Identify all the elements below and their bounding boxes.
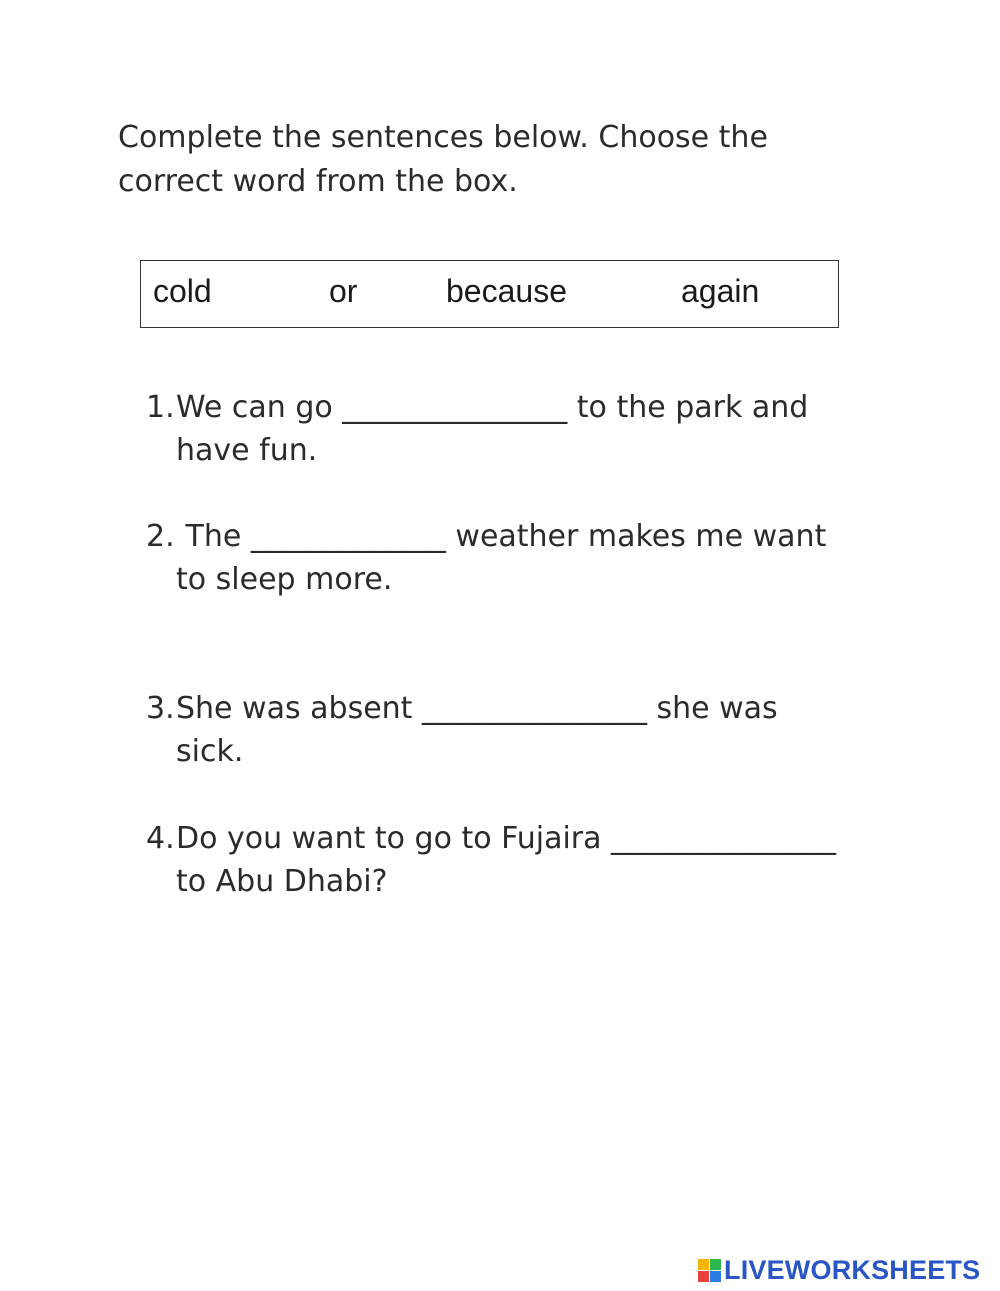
question-number: 1. bbox=[146, 390, 175, 425]
instructions-line-2: correct word from the box. bbox=[118, 164, 518, 199]
liveworksheets-logo-icon bbox=[698, 1259, 721, 1282]
question-text: to sleep more. bbox=[176, 562, 393, 597]
logo-square bbox=[698, 1271, 709, 1282]
question-number: 2. bbox=[146, 519, 175, 554]
instructions-line-1: Complete the sentences below. Choose the bbox=[118, 120, 768, 155]
question-text[interactable]: She was absent _______________ she was bbox=[176, 691, 778, 726]
question-text[interactable]: We can go _______________ to the park and bbox=[176, 390, 809, 425]
word-bank-item[interactable]: because bbox=[446, 273, 567, 309]
word-box bbox=[140, 260, 839, 328]
question-text: have fun. bbox=[176, 433, 318, 468]
question-2 bbox=[146, 515, 826, 601]
question-text: to Abu Dhabi? bbox=[176, 864, 388, 899]
question-text: sick. bbox=[176, 734, 244, 769]
question-number: 4. bbox=[146, 821, 175, 856]
logo-square bbox=[710, 1259, 721, 1270]
question-text[interactable]: The _____________ weather makes me want bbox=[176, 519, 827, 554]
logo-square bbox=[698, 1259, 709, 1270]
question-text[interactable]: Do you want to go to Fujaira _______________ bbox=[176, 821, 837, 856]
question-1 bbox=[146, 386, 808, 472]
question-4 bbox=[146, 817, 836, 903]
logo-text: LIVEWORKSHEETS bbox=[724, 1254, 981, 1285]
word-bank-item[interactable]: or bbox=[329, 273, 358, 309]
word-bank-item[interactable]: cold bbox=[153, 273, 212, 309]
logo-square bbox=[710, 1271, 721, 1282]
instructions bbox=[118, 116, 858, 204]
word-bank-item[interactable]: again bbox=[681, 273, 760, 309]
question-3 bbox=[146, 687, 778, 773]
liveworksheets-logo[interactable] bbox=[698, 1250, 980, 1290]
question-number: 3. bbox=[146, 691, 175, 726]
